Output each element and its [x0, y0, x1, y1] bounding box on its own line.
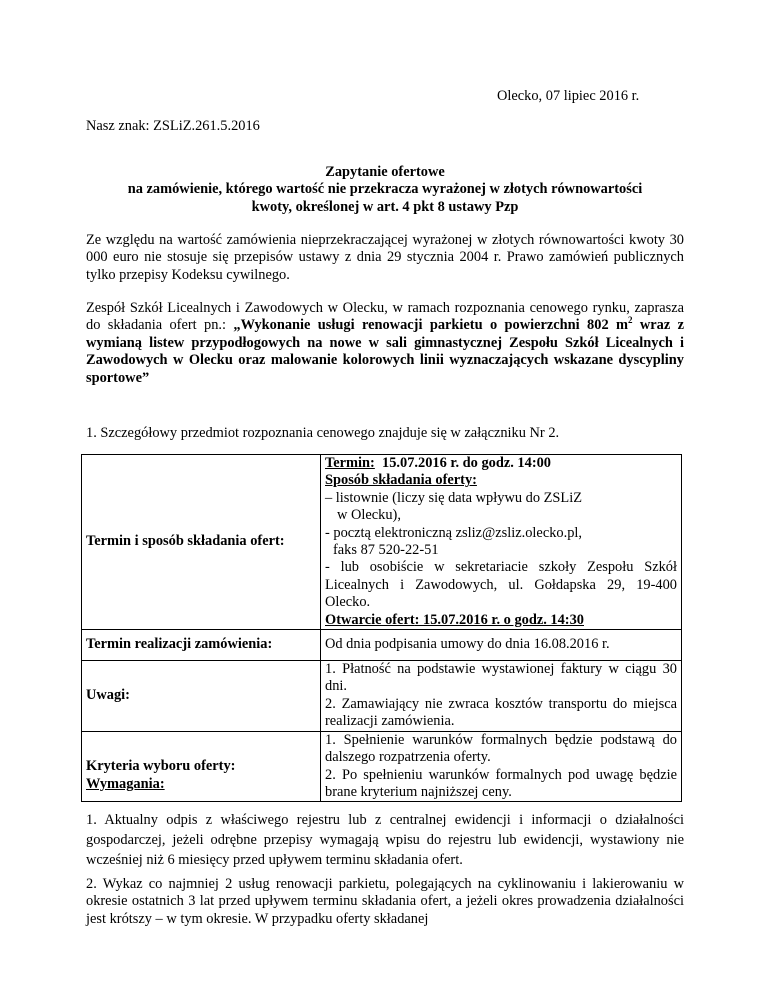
opening-label: Otwarcie ofert: [325, 611, 415, 628]
criteria-value: [321, 731, 682, 802]
submission-label: Termin i sposób składania ofert:: [82, 455, 321, 630]
notes-value: [321, 661, 682, 732]
realization-value: Od dnia podpisania umowy do dnia 16.08.2016 r.: [321, 630, 682, 661]
opening-value: : 15.07.2016 r. o godz. 14:30: [414, 611, 584, 628]
requirement-2: 2. Wykaz co najmniej 2 usług renowacji parkietu, polegających na cyklinowaniu i lakierowaniu w okresie ostatnich 3 lat przed upływem terminu składania ofert, a jeżeli okres prowadzenia działalności jest krótszy – w tym okresie. W przypadku oferty składanej: [86, 876, 684, 927]
invitation-title-b: wraz z wymianą listew przypodłogowych na nowe w sali gimnastycznej Zespołu Szkół Licealnych i Zawodowych w Olecku oraz malowanie kolorowych linii wyznaczających wskazane dyscypliny sportowe”: [86, 317, 684, 386]
title-line-1: Zapytanie ofertowe: [325, 164, 445, 180]
realization-label: Termin realizacji zamówienia:: [82, 630, 321, 661]
term-value: 15.07.2016 r. do godz. 14:00: [374, 455, 552, 471]
table-row: [82, 661, 682, 732]
invitation-title-a: „Wykonanie usługi renowacji parkietu o powierzchni 802 m: [233, 317, 628, 334]
offer-table: [81, 454, 682, 802]
method-1: – listownie (liczy się data wpływu do ZSLiZ: [325, 489, 582, 506]
criterion-1: 1. Spełnienie warunków formalnych będzie podstawą do dalszego rozpatrzenia oferty.: [325, 731, 677, 766]
submission-value: [321, 455, 682, 630]
reference-number: Nasz znak: ZSLiZ.261.5.2016: [86, 118, 260, 134]
title-line-2: na zamówienie, którego wartość nie przekracza wyrażonej w złotych równowartości: [127, 181, 643, 198]
invitation-prefix: Zespół Szkół Licealnych i Zawodowych w Olecku, w ramach rozpoznania cenowego rynku, zaprasza do składania ofert pn.:: [86, 300, 684, 334]
table-row: [82, 630, 682, 661]
intro-paragraph: Ze względu na wartość zamówienia nieprzekraczającej wyrażonej w złotych równowartości kwoty 30 000 euro nie stosuje się przepisów ustawy z dnia 29 stycznia 2004 r. Prawo zamówień publicznych tylko przepisy Kodeksu cywilnego.: [86, 232, 684, 283]
table-row: [82, 731, 682, 802]
method-label: Sposób składania oferty:: [325, 472, 477, 489]
invitation-paragraph: [86, 300, 684, 387]
method-2b: faks 87 520-22-51: [333, 542, 439, 559]
note-2: 2. Zamawiający nie zwraca kosztów transportu do miejsca realizacji zamówienia.: [325, 695, 677, 730]
title-line-3: kwoty, określonej w art. 4 pkt 8 ustawy Pzp: [251, 198, 519, 215]
criterion-2: 2. Po spełnieniu warunków formalnych pod uwagę będzie brane kryterium najniższej ceny.: [325, 766, 677, 800]
method-1b: w Olecku),: [337, 507, 401, 524]
invitation-sup: 2: [628, 315, 633, 326]
notes-label: Uwagi:: [82, 661, 321, 732]
note-1: 1. Płatność na podstawie wystawionej faktury w ciągu 30 dni.: [325, 661, 677, 695]
method-2: - pocztą elektroniczną zsliz@zsliz.olecko.pl,: [325, 524, 582, 541]
requirement-1: 1. Aktualny odpis z właściwego rejestru lub z centralnej ewidencji i informacji o działalności gospodarczej, jeżeli odrębne przepisy wymagają wpisu do rejestru lub ewidencji, wystawiony nie wcześniej niż 6 miesięcy przed upływem terminu składania ofert.: [86, 812, 684, 868]
table-row: [82, 455, 682, 630]
criteria-label: Kryteria wyboru oferty:: [82, 731, 321, 802]
place-date: Olecko, 07 lipiec 2016 r.: [497, 88, 640, 104]
document-title: [86, 164, 684, 216]
requirements-heading: Wymagania:: [86, 776, 165, 792]
method-3: - lub osobiście w sekretariacie szkoły Zespołu Szkół Licealnych i Zawodowych, ul. Gołdapska 29, 19-400 Olecko.: [325, 559, 677, 611]
term-label: Termin:: [325, 455, 375, 471]
item-1: 1. Szczegółowy przedmiot rozpoznania cenowego znajduje się w załączniku Nr 2.: [86, 425, 560, 441]
